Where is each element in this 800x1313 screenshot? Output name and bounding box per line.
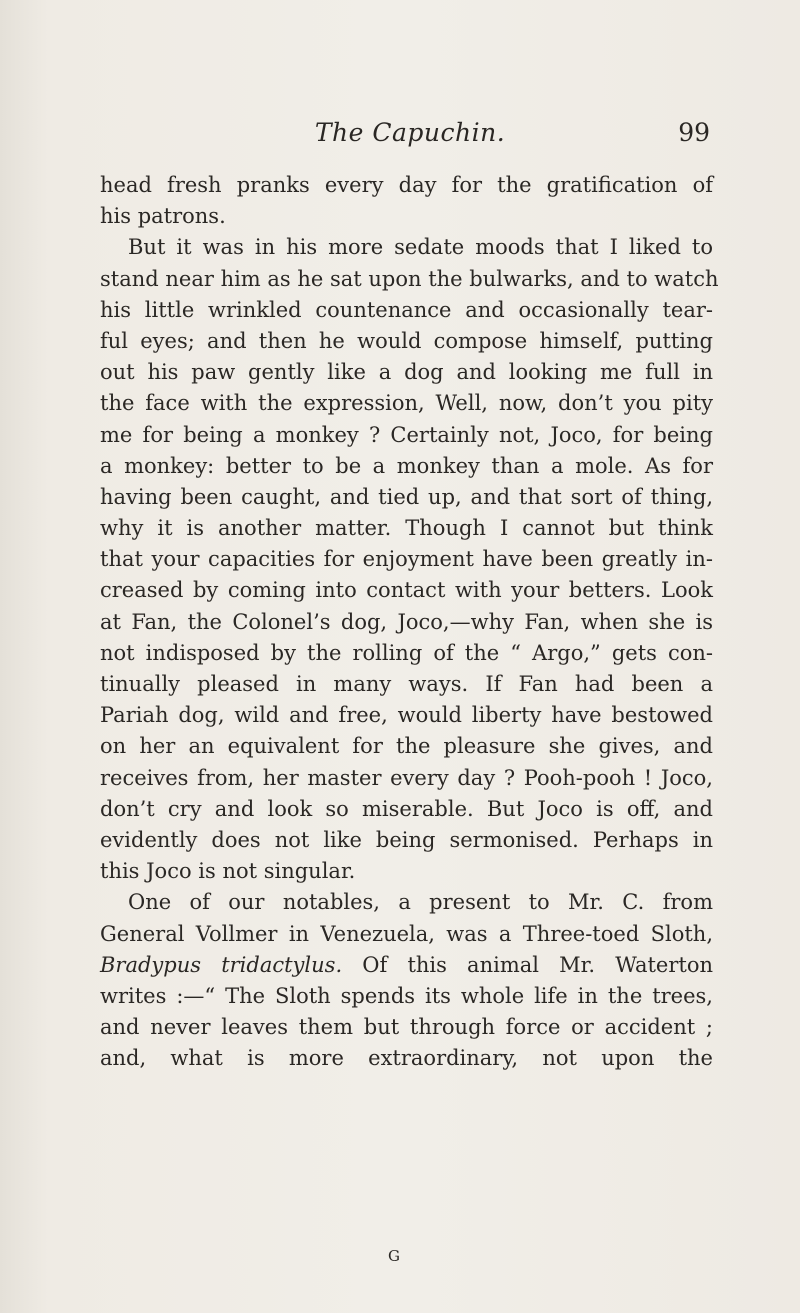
text-line: and, what is more extraordinary, not upon the <box>100 1046 713 1071</box>
body-text <box>100 170 719 1074</box>
text-line <box>100 950 713 981</box>
text-line: Pariah dog, wild and free, would liberty have bestowed <box>100 703 713 728</box>
text-line: and never leaves them but through force or accident ; <box>100 1015 713 1040</box>
text-line: receives from, her master every day ? Pooh-pooh ! Joco, <box>100 765 713 790</box>
text-line-rest: Of this animal Mr. Waterton <box>342 952 713 977</box>
text-line: writes :—“ The Sloth spends its whole life in the trees, <box>100 983 713 1008</box>
text-line: not indisposed by the rolling of the “ Argo,” gets con- <box>100 640 713 665</box>
text-line: One of our notables, a present to Mr. C. from <box>128 890 713 915</box>
text-line: head fresh pranks every day for the gratification of <box>100 173 713 197</box>
text-line: his little wrinkled countenance and occasionally tear- <box>100 297 713 322</box>
text-line: stand near him as he sat upon the bulwarks, and to watch <box>100 266 719 291</box>
page-header <box>110 118 710 158</box>
text-line: why it is another matter. Though I cannot but think <box>100 516 713 541</box>
text-line: creased by coming into contact with your betters. Look <box>100 578 713 603</box>
signature-mark: G <box>388 1247 400 1265</box>
text-line: that your capacities for enjoyment have been greatly in- <box>100 547 713 572</box>
text-line: But it was in his more sedate moods that I liked to <box>128 235 713 260</box>
text-line: General Vollmer in Venezuela, was a Three-toed Sloth, <box>100 921 713 946</box>
running-title: The Capuchin. <box>314 118 506 147</box>
text-line: out his paw gently like a dog and looking me full in <box>100 360 713 385</box>
text-line: ful eyes; and then he would compose himself, putting <box>100 328 713 353</box>
text-line: me for being a monkey ? Certainly not, Joco, for being <box>100 422 713 447</box>
text-line: having been caught, and tied up, and that sort of thing, <box>100 484 713 509</box>
text-line: at Fan, the Colonel’s dog, Joco,—why Fan, when she is <box>100 609 713 634</box>
text-line: don’t cry and look so miserable. But Joco is off, and <box>100 796 713 821</box>
text-line: on her an equivalent for the pleasure she gives, and <box>100 734 713 759</box>
text-line: this Joco is not singular. <box>100 859 356 884</box>
text-line: his patrons. <box>100 204 226 229</box>
text-line: tinually pleased in many ways. If Fan had been a <box>100 672 713 696</box>
text-line: the face with the expression, Well, now, don’t you pity <box>100 391 713 416</box>
text-line: a monkey: better to be a monkey than a mole. As for <box>100 453 713 478</box>
text-line: evidently does not like being sermonised. Perhaps in <box>100 827 713 852</box>
italic-species-name: Bradypus tridactylus. <box>100 952 343 977</box>
page-number: 99 <box>678 118 710 147</box>
